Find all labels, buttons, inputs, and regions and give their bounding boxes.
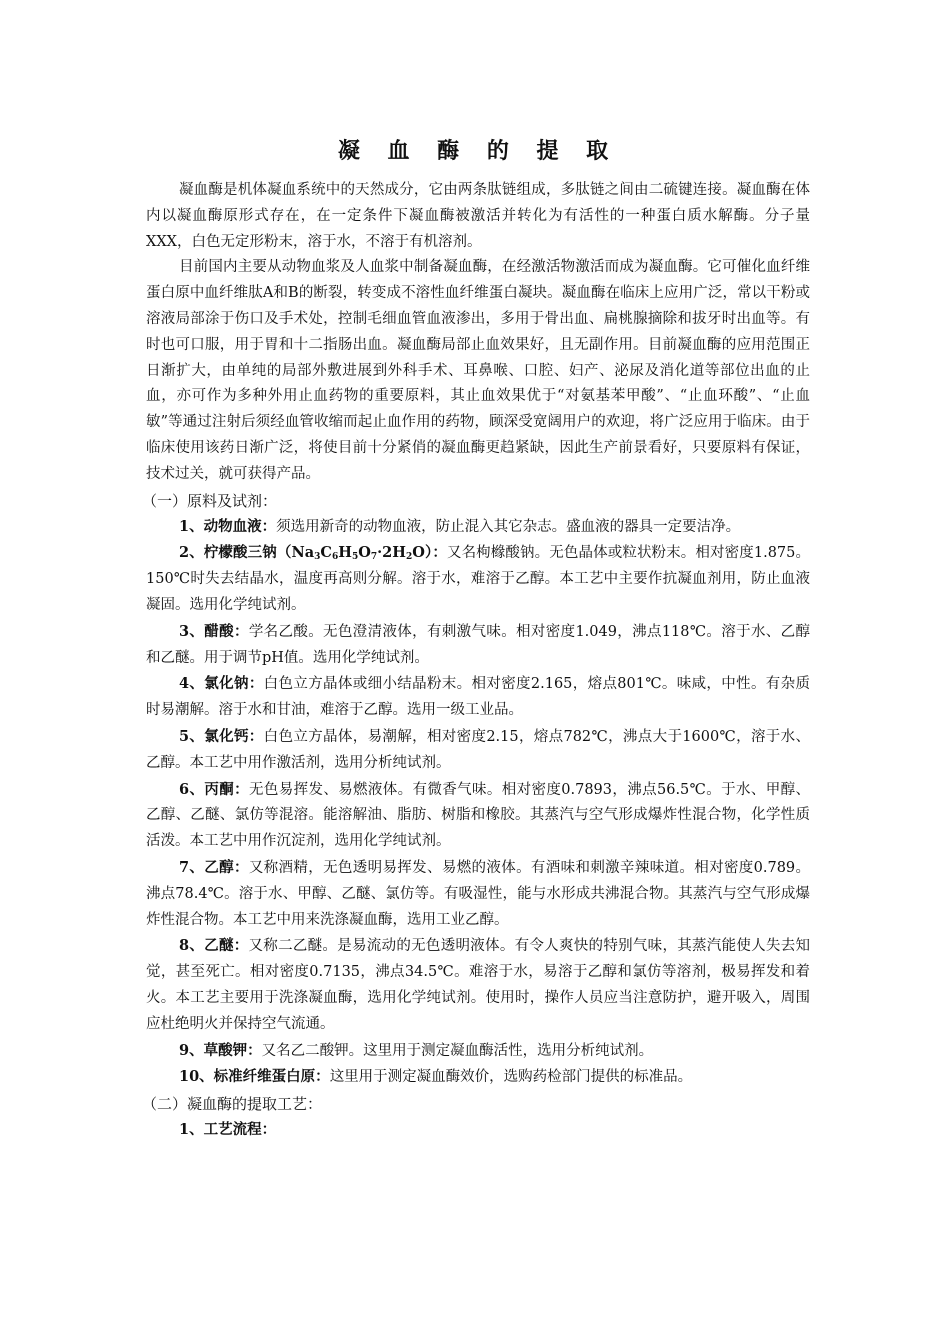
material-desc: 又名乙二酸钾。这里用于测定凝血酶活性，选用分析纯试剂。 xyxy=(261,1042,654,1059)
material-desc: 又名枸橼酸钠。无色晶体或粒状粉末。相对密度1.875。150℃时失去结晶水，温度再高则分解。溶于水，难溶于乙醇。本工艺中主要作抗凝血剂用，防止血液凝固。选用化学纯试剂。 xyxy=(146,545,810,613)
material-item-7 xyxy=(146,855,810,933)
material-desc: 白色立方晶体或细小结晶粉末。相对密度2.165，熔点801℃。味咸，中性。有杂质时易潮解。溶于水和甘油，难溶于乙醇。选用一级工业品。 xyxy=(146,676,810,719)
material-term: 10、标准纤维蛋白原： xyxy=(179,1068,330,1086)
material-term: 1、动物血液： xyxy=(179,517,277,535)
material-item-3 xyxy=(146,619,810,672)
material-item-9 xyxy=(146,1038,810,1065)
section-heading-process: （二）凝血酶的提取工艺： xyxy=(142,1095,323,1114)
material-term: 8、乙醚： xyxy=(179,937,249,955)
intro-paragraph-1: 凝血酶是机体凝血系统中的天然成分，它由两条肽链组成，多肽链之间由二硫键连接。凝血酶在体内以凝血酶原形式存在，在一定条件下凝血酶被激活并转化为有活性的一种蛋白质水解酶。分子量XXX，白色无定形粉末，溶于水，不溶于有机溶剂。 xyxy=(146,182,810,250)
document-page xyxy=(142,136,811,1143)
material-desc: 学名乙酸。无色澄清液体，有刺激气味。相对密度1.049，沸点118℃。溶于水、乙醇和乙醚。用于调节pH值。选用化学纯试剂。 xyxy=(146,623,811,666)
material-desc: 白色立方晶体，易潮解，相对密度2.15，熔点782℃，沸点大于1600℃，溶于水、乙醇。本工艺中用作激活剂，选用分析纯试剂。 xyxy=(146,728,810,771)
subheading-process-flow: 1、工艺流程： xyxy=(179,1121,277,1139)
material-term-formula: 2、柠檬酸三钠$(Na_3C_6H_5O_7\cdot 2H_2O)$： xyxy=(179,544,447,563)
material-term: 7、乙醇： xyxy=(179,858,249,876)
material-desc: 这里用于测定凝血酶效价，选购药检部门提供的标准品。 xyxy=(329,1069,693,1086)
material-item-5 xyxy=(146,724,810,777)
material-term: 3、醋酸： xyxy=(179,622,249,640)
material-item-2 xyxy=(146,540,810,618)
material-term: 5、氯化钙： xyxy=(179,727,264,745)
material-item-6 xyxy=(146,777,810,855)
section-heading-materials: （一）原料及试剂： xyxy=(142,491,278,510)
material-item-8 xyxy=(146,933,810,1037)
document-title: 凝 血 酶 的 提 取 xyxy=(337,139,619,164)
intro-paragraph-2: 目前国内主要从动物血浆及人血浆中制备凝血酶，在经激活物激活而成为凝血酶。它可催化血纤维蛋白原中血纤维肽A和B的断裂，转变成不溶性血纤维蛋白凝块。凝血酶在临床上应用广泛，常以干粉或溶液局部涂于伤口及手术处，控制毛细血管血液渗出，多用于骨出血、扁桃腺摘除和拔牙时出血等。有时也可口服，用于胃和十二指肠出血。凝血酶局部止血效果好，且无副作用。目前凝血酶的应用范围正日渐扩大，由单纯的局部外敷进展到外科手术、耳鼻喉、口腔、妇产、泌尿及消化道等部位出血的止血，亦可作为多种外用止血药物的重要原料，其止血效果优于“对氨基苯甲酸”、“止血环酸”、“止血敏”等通过注射后须经血管收缩而起止血作用的药物，顾深受宽阔用户的欢迎，将广泛应用于临床。由于临床使用该药日渐广泛，将使目前十分紧俏的凝血酶更趋紧缺，因此生产前景看好，只要原料有保证，技术过关，就可获得产品。 xyxy=(146,259,810,482)
material-desc: 无色易挥发、易燃液体。有微香气味。相对密度0.7893，沸点56.5℃。于水、甲醇、乙醇、乙醚、氯仿等混溶。能溶解油、脂肪、树脂和橡胶。其蒸汽与空气形成爆炸性混合物，化学性质活泼。本工艺中用作沉淀剂，选用化学纯试剂。 xyxy=(146,781,810,850)
material-item-4 xyxy=(146,671,810,724)
material-desc: 又称酒精，无色透明易挥发、易燃的液体。有酒味和刺激辛辣味道。相对密度0.789。沸点78.4℃。溶于水、甲醇、乙醚、氯仿等。有吸湿性，能与水形成共沸混合物。其蒸汽与空气形成爆炸性混合物。本工艺中用来洗涤凝血酶，选用工业乙醇。 xyxy=(146,859,810,928)
material-term: 6、丙酮： xyxy=(179,780,249,798)
material-desc: 又称二乙醚。是易流动的无色透明液体。有令人爽快的特别气味，其蒸汽能使人失去知觉，甚至死亡。相对密度0.7135，沸点34.5℃。难溶于水，易溶于乙醇和氯仿等溶剂，极易挥发和着火。本工艺主要用于洗涤凝血酶，选用化学纯试剂。使用时，操作人员应当注意防护，避开吸入，周围应杜绝明火并保持空气流通。 xyxy=(146,938,811,1032)
material-desc: 须选用新奇的动物血液，防止混入其它杂志。盛血液的器具一定要洁净。 xyxy=(276,518,741,535)
material-term: 9、草酸钾： xyxy=(179,1041,262,1059)
material-item-1 xyxy=(146,514,810,541)
material-term: 4、氯化钠： xyxy=(179,675,264,693)
material-item-10 xyxy=(146,1064,810,1091)
